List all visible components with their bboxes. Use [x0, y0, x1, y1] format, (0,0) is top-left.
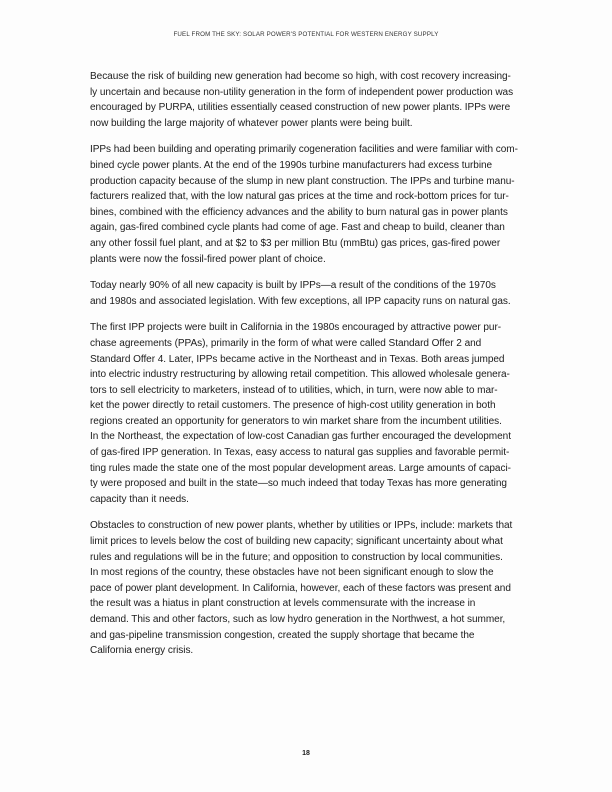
- paragraph: [90, 320, 522, 507]
- text-line: Standard Offer 4. Later, IPPs became active in the Northeast and in Texas. Both areas jumped: [90, 353, 505, 365]
- text-line: ket the power directly to retail customers. The presence of high-cost utility generation in both: [90, 400, 496, 412]
- text-line: of gas-fired IPP generation. In Texas, easy access to natural gas supplies and favorable permit-: [90, 447, 510, 459]
- running-header: FUEL FROM THE SKY: SOLAR POWER'S POTENTIAL FOR WESTERN ENERGY SUPPLY: [173, 31, 439, 38]
- paragraph: [90, 278, 522, 309]
- body-text: [90, 69, 522, 670]
- text-line: into electric industry restructuring by allowing retail competition. This allowed wholesale genera-: [90, 369, 510, 381]
- text-line: again, gas-fired combined cycle plants had come of age. Fast and cheap to build, cleaner than: [90, 222, 505, 234]
- text-line: bined cycle power plants. At the end of the 1990s turbine manufacturers had excess turbine: [90, 159, 493, 171]
- text-line: demand. This and other factors, such as low hydro generation in the Northwest, a hot summer,: [90, 614, 506, 625]
- text-line: facturers realized that, with the low natural gas prices at the time and rock-bottom prices for tur-: [90, 191, 509, 203]
- text-line: Today nearly 90% of all new capacity is built by IPPs—a result of the conditions of the 1970s: [90, 280, 496, 292]
- paragraph: [90, 69, 522, 131]
- paragraph: [90, 142, 522, 267]
- text-line: rules and regulations will be in the future; and opposition to construction by local communities.: [90, 551, 503, 563]
- text-line: ting rules made the state one of the most popular development areas. Large amounts of capaci-: [90, 462, 511, 474]
- text-line: and 1980s and associated legislation. With few exceptions, all IPP capacity runs on natural gas.: [90, 295, 511, 307]
- text-line: production capacity because of the slump in new plant construction. The IPPs and turbine manu-: [90, 175, 515, 187]
- text-line: pace of power plant development. In California, however, each of these factors was present and: [90, 582, 511, 594]
- text-line: The first IPP projects were built in California in the 1980s encouraged by attractive power pur-: [90, 322, 502, 334]
- text-line: any other fossil fuel plant, and at $2 to $3 per million Btu (mmBtu) gas prices, gas-fired power: [90, 237, 501, 249]
- text-line: California energy crisis.: [90, 645, 194, 657]
- text-line: regions created an opportunity for generators to win market share from the incumbent utilities.: [90, 415, 502, 427]
- text-line: In the Northeast, the expectation of low-cost Canadian gas further encouraged the development: [90, 431, 511, 443]
- text-line: capacity than it needs.: [90, 493, 189, 505]
- text-line: IPPs had been building and operating primarily cogeneration facilities and were familiar with com-: [90, 144, 518, 156]
- text-line: In most regions of the country, these obstacles have not been significant enough to slow the: [90, 567, 494, 579]
- text-line: Because the risk of building new generation had become so high, with cost recovery increasing-: [90, 71, 511, 82]
- text-line: ly uncertain and because non-utility generation in the form of independent power production was: [90, 86, 514, 98]
- text-line: plants were now the fossil-fired power plant of choice.: [90, 253, 326, 265]
- text-line: Obstacles to construction of new power plants, whether by utilities or IPPs, include: markets that: [90, 520, 513, 532]
- text-line: now building the large majority of whatever power plants were being built.: [90, 117, 413, 129]
- text-line: encouraged by PURPA, utilities essentially ceased construction of new power plants. IPPs were: [90, 102, 511, 114]
- text-line: the result was a hiatus in plant construction at levels commensurate with the increase in: [90, 598, 476, 610]
- text-line: and gas-pipeline transmission congestion, created the supply shortage that became the: [90, 629, 475, 641]
- text-line: chase agreements (PPAs), primarily in the form of what were called Standard Offer 2 and: [90, 337, 482, 349]
- paragraph: [90, 518, 522, 658]
- text-line: tors to sell electricity to marketers, instead of to utilities, which, in turn, were now able to mar-: [90, 384, 498, 396]
- page-number: 18: [302, 750, 310, 757]
- text-line: limit prices to levels below the cost of building new capacity; significant uncertainty about what: [90, 536, 503, 548]
- text-line: bines, combined with the efficiency advances and the ability to burn natural gas in power plants: [90, 206, 508, 218]
- text-line: ty were proposed and built in the state—so much indeed that today Texas has more generating: [90, 478, 507, 490]
